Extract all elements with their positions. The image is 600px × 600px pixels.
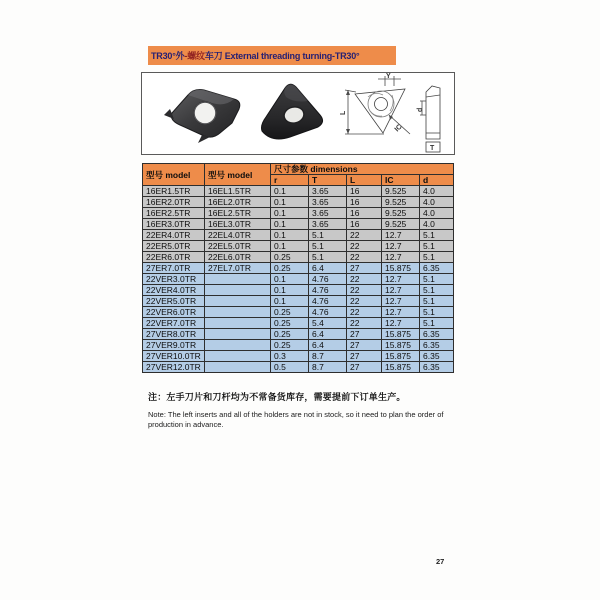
dimension-cell: 5.1 [309, 252, 347, 263]
dimension-cell: 22 [347, 285, 382, 296]
dimension-cell: 6.4 [309, 340, 347, 351]
dimension-cell: 3.65 [309, 197, 347, 208]
dimension-cell: 6.35 [420, 263, 454, 274]
dimension-cell: 6.4 [309, 329, 347, 340]
model-cell: 16ER1.5TR [143, 186, 205, 197]
note-chinese: 注：左手刀片和刀杆均为不常备货库存，需要提前下订单生产。 [148, 392, 406, 402]
dimension-cell: 0.1 [271, 197, 309, 208]
model-cell: 27VER12.0TR [143, 362, 205, 373]
header-col-d: d [420, 175, 454, 186]
dimension-cell: 15.875 [382, 351, 420, 362]
model-cell [205, 351, 271, 362]
dimension-cell: 5.1 [309, 230, 347, 241]
dimension-cell: 5.1 [309, 241, 347, 252]
dimension-cell: 0.1 [271, 230, 309, 241]
spec-table [142, 163, 454, 373]
header-col-r: r [271, 175, 309, 186]
model-cell: 22ER4.0TR [143, 230, 205, 241]
table-row [143, 197, 454, 208]
dimension-cell: 3.65 [309, 186, 347, 197]
insert-figures [142, 73, 454, 154]
model-cell: 27EL7.0TR [205, 263, 271, 274]
note-english: Note: The left inserts and all of the holders are not in stock, so it need to plan the order of production in advance. [148, 410, 444, 429]
dimension-cell: 5.1 [420, 230, 454, 241]
dimension-cell: 4.0 [420, 208, 454, 219]
dimension-cell: 6.4 [309, 263, 347, 274]
dimension-cell: 3.65 [309, 208, 347, 219]
dimension-cell: 0.1 [271, 208, 309, 219]
dimension-cell: 0.25 [271, 318, 309, 329]
dimension-cell: 6.35 [420, 329, 454, 340]
model-cell [205, 318, 271, 329]
page-title [148, 46, 396, 65]
dimension-cell: 0.1 [271, 274, 309, 285]
dimension-cell: 0.1 [271, 285, 309, 296]
dimension-cell: 9.525 [382, 208, 420, 219]
model-cell: 22VER7.0TR [143, 318, 205, 329]
table-row [143, 307, 454, 318]
dimension-cell: 6.35 [420, 362, 454, 373]
table-row [143, 318, 454, 329]
model-cell: 22VER3.0TR [143, 274, 205, 285]
insert-photo-right [262, 84, 323, 139]
dimension-cell: 27 [347, 340, 382, 351]
dimension-cell: 6.35 [420, 340, 454, 351]
table-row [143, 351, 454, 362]
dimension-cell: 5.1 [420, 285, 454, 296]
dimension-cell: 27 [347, 362, 382, 373]
model-cell: 27ER7.0TR [143, 263, 205, 274]
dimension-cell: 5.4 [309, 318, 347, 329]
dimension-cell: 22 [347, 252, 382, 263]
dim-label-l: L [340, 110, 347, 115]
dimension-cell: 4.76 [309, 274, 347, 285]
dimension-cell: 0.3 [271, 351, 309, 362]
dimension-cell: 12.7 [382, 230, 420, 241]
dimension-cell: 4.76 [309, 307, 347, 318]
dimension-cell: 9.525 [382, 219, 420, 230]
model-cell: 16EL2.5TR [205, 208, 271, 219]
dimension-cell: 12.7 [382, 307, 420, 318]
model-cell: 16EL3.0TR [205, 219, 271, 230]
table-row [143, 219, 454, 230]
insert-photo-left [164, 90, 240, 143]
dimension-cell: 22 [347, 230, 382, 241]
dimension-cell: 5.1 [420, 274, 454, 285]
table-row [143, 186, 454, 197]
product-figure-panel [141, 72, 455, 155]
dimension-cell: 16 [347, 219, 382, 230]
dimension-cell: 12.7 [382, 285, 420, 296]
dimension-cell: 12.7 [382, 274, 420, 285]
dimension-cell: 27 [347, 263, 382, 274]
dimension-cell: 9.525 [382, 186, 420, 197]
dimension-cell: 12.7 [382, 318, 420, 329]
dim-label-y: Y [386, 73, 391, 80]
model-cell: 22VER4.0TR [143, 285, 205, 296]
model-cell: 27VER9.0TR [143, 340, 205, 351]
dimension-cell: 4.0 [420, 197, 454, 208]
dimension-cell: 4.76 [309, 285, 347, 296]
table-row [143, 230, 454, 241]
dimension-cell: 22 [347, 307, 382, 318]
table-row [143, 241, 454, 252]
model-cell [205, 296, 271, 307]
dimension-cell: 5.1 [420, 296, 454, 307]
model-cell [205, 362, 271, 373]
table-row [143, 285, 454, 296]
model-cell: 16ER2.5TR [143, 208, 205, 219]
dimension-cell: 0.25 [271, 340, 309, 351]
dimension-cell: 16 [347, 208, 382, 219]
dimension-cell: 12.7 [382, 252, 420, 263]
title-part-2: -螺纹 [184, 51, 205, 61]
model-cell: 16ER2.0TR [143, 197, 205, 208]
dimension-cell: 0.1 [271, 186, 309, 197]
dimension-diagram [340, 73, 440, 152]
header-model-right: 型号 model [205, 164, 271, 186]
model-cell: 22VER5.0TR [143, 296, 205, 307]
header-col-IC: IC [382, 175, 420, 186]
model-cell: 16EL2.0TR [205, 197, 271, 208]
dim-label-ic: IC [393, 123, 404, 134]
table-row [143, 296, 454, 307]
dimension-cell: 0.25 [271, 252, 309, 263]
title-part-3: 车刀 External threading turning-TR30° [204, 51, 360, 61]
title-part-1: TR30°外 [151, 51, 185, 61]
table-body [143, 186, 454, 373]
dimension-cell: 4.76 [309, 296, 347, 307]
model-cell [205, 329, 271, 340]
dimension-cell: 22 [347, 241, 382, 252]
dimension-cell: 5.1 [420, 241, 454, 252]
dimension-cell: 15.875 [382, 340, 420, 351]
dimension-cell: 0.25 [271, 329, 309, 340]
dimension-cell: 16 [347, 186, 382, 197]
dimension-cell: 27 [347, 351, 382, 362]
spec-table-container [142, 163, 453, 373]
model-cell: 22VER6.0TR [143, 307, 205, 318]
dimension-cell: 8.7 [309, 351, 347, 362]
dimension-cell: 22 [347, 318, 382, 329]
table-row [143, 362, 454, 373]
model-cell: 22EL5.0TR [205, 241, 271, 252]
page-number: 27 [436, 557, 445, 566]
table-row [143, 252, 454, 263]
dimension-cell: 12.7 [382, 241, 420, 252]
dimension-cell: 12.7 [382, 296, 420, 307]
dimension-cell: 15.875 [382, 329, 420, 340]
dimension-cell: 0.1 [271, 241, 309, 252]
dim-label-d: d [417, 107, 424, 112]
dimension-cell: 27 [347, 329, 382, 340]
model-cell [205, 274, 271, 285]
header-col-L: L [347, 175, 382, 186]
dimension-cell: 0.1 [271, 219, 309, 230]
dimension-cell: 6.35 [420, 351, 454, 362]
model-cell: 22ER6.0TR [143, 252, 205, 263]
model-cell [205, 307, 271, 318]
header-dimensions: 尺寸参数 dimensions [271, 164, 454, 175]
table-row [143, 329, 454, 340]
model-cell: 22EL6.0TR [205, 252, 271, 263]
model-cell: 22EL4.0TR [205, 230, 271, 241]
dimension-cell: 22 [347, 274, 382, 285]
model-cell: 16ER3.0TR [143, 219, 205, 230]
model-cell [205, 285, 271, 296]
dimension-cell: 3.65 [309, 219, 347, 230]
dimension-cell: 5.1 [420, 307, 454, 318]
dimension-cell: 15.875 [382, 362, 420, 373]
dimension-cell: 0.1 [271, 296, 309, 307]
dimension-cell: 5.1 [420, 318, 454, 329]
table-row [143, 274, 454, 285]
dimension-cell: 0.25 [271, 307, 309, 318]
header-model-left: 型号 model [143, 164, 205, 186]
model-cell: 16EL1.5TR [205, 186, 271, 197]
table-row [143, 340, 454, 351]
dimension-cell: 15.875 [382, 263, 420, 274]
dimension-cell: 4.0 [420, 219, 454, 230]
table-row [143, 263, 454, 274]
model-cell: 22ER5.0TR [143, 241, 205, 252]
dimension-cell: 16 [347, 197, 382, 208]
dimension-cell: 5.1 [420, 252, 454, 263]
table-row [143, 208, 454, 219]
model-cell: 27VER10.0TR [143, 351, 205, 362]
dimension-cell: 0.5 [271, 362, 309, 373]
dimension-cell: 0.25 [271, 263, 309, 274]
dimension-cell: 8.7 [309, 362, 347, 373]
header-col-T: T [309, 175, 347, 186]
dim-label-t: T [430, 145, 435, 152]
model-cell [205, 340, 271, 351]
model-cell: 27VER8.0TR [143, 329, 205, 340]
dimension-cell: 22 [347, 296, 382, 307]
dimension-cell: 4.0 [420, 186, 454, 197]
dimension-cell: 9.525 [382, 197, 420, 208]
